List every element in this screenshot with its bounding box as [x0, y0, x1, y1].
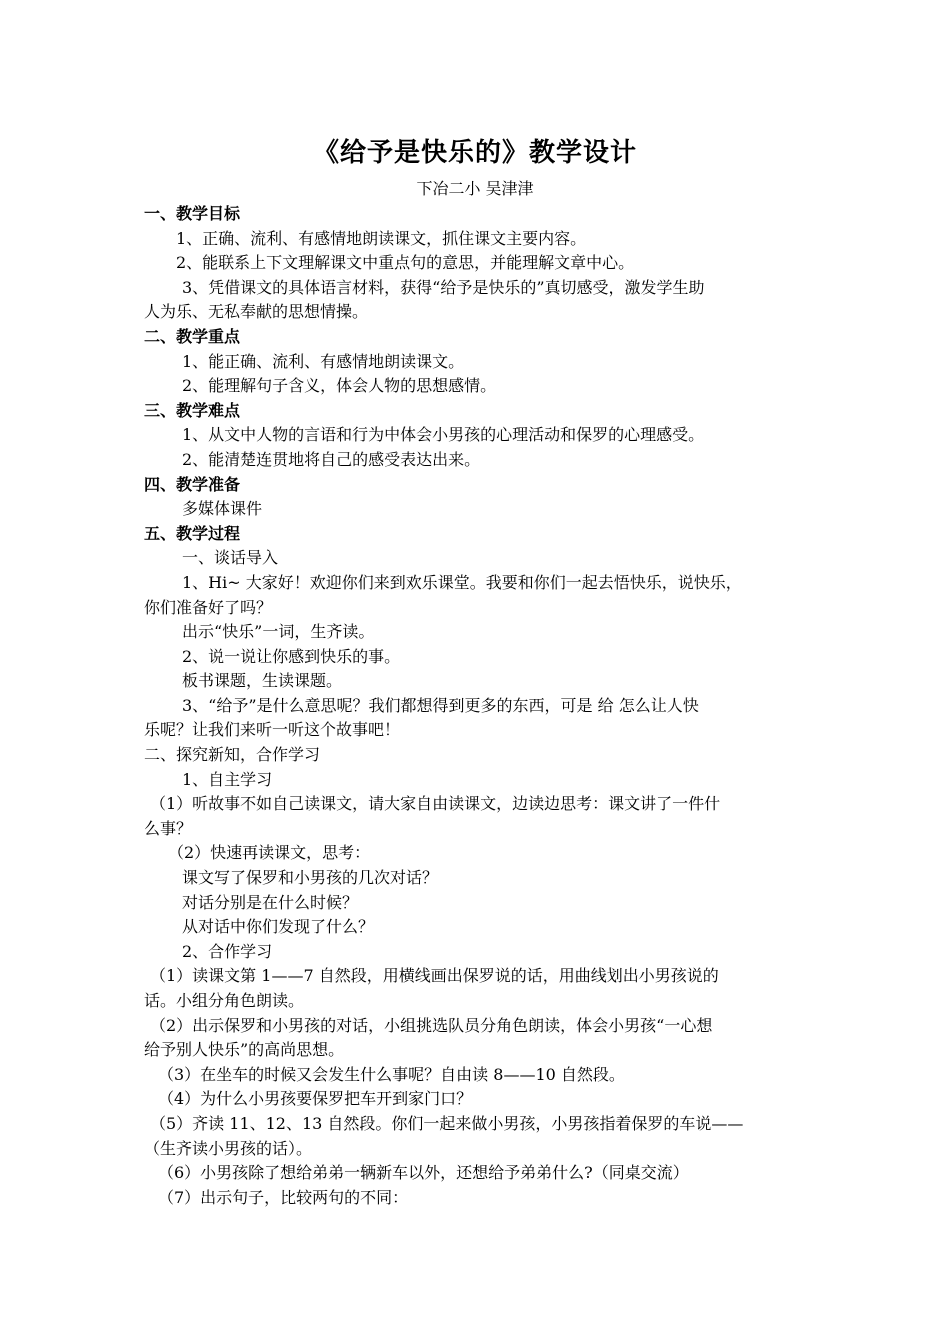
text-line: 话。小组分角色朗读。	[144, 991, 305, 1010]
text-line: 2、能清楚连贯地将自己的感受表达出来。	[182, 449, 481, 469]
text-line: 对话分别是在什么时候？	[182, 892, 359, 912]
text-line: 给予别人快乐”的高尚思想。	[144, 1040, 345, 1060]
text-line: （1）读课文第 1——7 自然段，用横线画出保罗说的话，用曲线划出小男孩说的	[150, 966, 719, 986]
text-line: （生齐读小男孩的话）。	[144, 1138, 313, 1158]
document-author: 下冶二小 吴津津	[416, 179, 534, 198]
text-line: 2、说一说让你感到快乐的事。	[182, 646, 401, 666]
text-line: 1、正确、流利、有感情地朗读课文，抓住课文主要内容。	[176, 228, 587, 248]
text-line: 人为乐、无私奉献的思想情操。	[144, 302, 369, 322]
text-line: （5）齐读 11、12、13 自然段。你们一起来做小男孩，小男孩指着保罗的车说——	[150, 1113, 744, 1133]
text-line: 课文写了保罗和小男孩的几次对话？	[182, 868, 439, 888]
text-line: 1、自主学习	[182, 769, 273, 789]
text-line: 1、从文中人物的言语和行为中体会小男孩的心理活动和保罗的心理感受。	[182, 425, 705, 445]
text-line: 你们准备好了吗？	[144, 597, 273, 617]
text-line: 二、探究新知，合作学习	[144, 745, 321, 765]
text-line: 一、谈话导入	[182, 548, 279, 568]
text-line: （3）在坐车的时候又会发生什么事呢？自由读 8——10 自然段。	[158, 1064, 625, 1084]
text-line: 1、Hi~ 大家好！欢迎你们来到欢乐课堂。我要和你们一起去悟快乐，说快乐，	[182, 572, 742, 592]
text-line: （7）出示句子，比较两句的不同：	[158, 1187, 409, 1207]
text-line: （2）快速再读课文，思考：	[168, 843, 371, 863]
section-heading: 二、教学重点	[144, 326, 241, 346]
text-line: 3、“给予”是什么意思呢？我们都想得到更多的东西，可是 给 怎么让人快	[182, 695, 699, 715]
text-line: 乐呢？让我们来听一听这个故事吧！	[144, 720, 401, 740]
text-line: 2、能联系上下文理解课文中重点句的意思，并能理解文章中心。	[176, 253, 635, 273]
text-line: 多媒体课件	[182, 499, 263, 519]
text-line: 2、合作学习	[182, 941, 273, 961]
text-line: （1）听故事不如自己读课文，请大家自由读课文，边读边思考：课文讲了一件什	[150, 794, 721, 814]
text-line: 1、能正确、流利、有感情地朗读课文。	[182, 351, 465, 371]
document-body	[144, 202, 814, 1210]
section-heading: 三、教学难点	[144, 400, 241, 420]
section-heading: 一、教学目标	[144, 204, 241, 223]
text-line: （2）出示保罗和小男孩的对话，小组挑选队员分角色朗读，体会小男孩“一心想	[150, 1015, 713, 1035]
section-heading: 四、教学准备	[144, 474, 241, 494]
text-line: （6）小男孩除了想给弟弟一辆新车以外，还想给予弟弟什么?（同桌交流）	[158, 1163, 689, 1183]
text-line: 从对话中你们发现了什么？	[182, 917, 375, 937]
document-title: 《给予是快乐的》教学设计	[312, 138, 637, 168]
text-line: 出示“快乐”一词，生齐读。	[182, 622, 375, 642]
section-heading: 五、教学过程	[144, 523, 241, 543]
text-line: 3、凭借课文的具体语言材料，获得“给予是快乐的”真切感受，激发学生助	[182, 277, 705, 297]
text-line: 板书课题，生读课题。	[182, 671, 343, 691]
text-line: 么事？	[144, 818, 193, 838]
text-line: （4）为什么小男孩要保罗把车开到家门口？	[158, 1089, 473, 1109]
text-line: 2、能理解句子含义，体会人物的思想感情。	[182, 376, 497, 396]
